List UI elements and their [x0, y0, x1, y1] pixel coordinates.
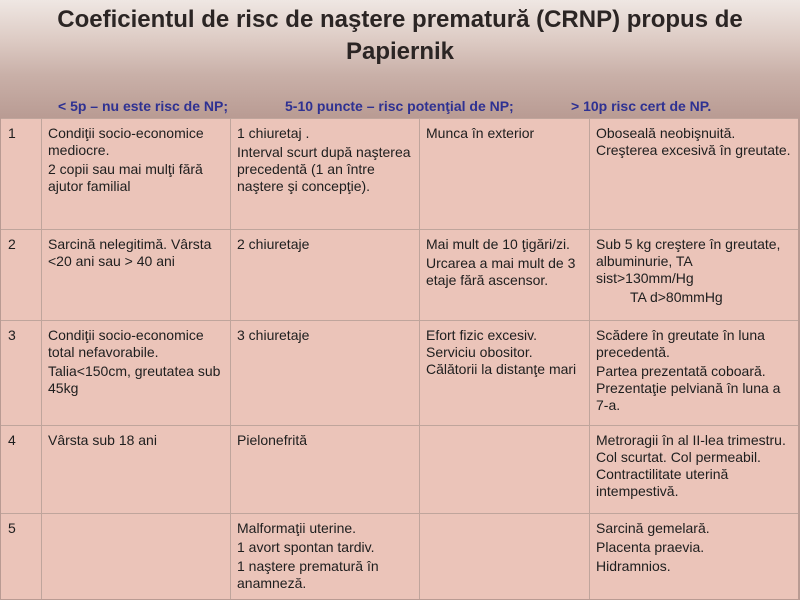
cell-text: Placenta praevia.	[596, 539, 705, 555]
legend-certain-risk: > 10p risc cert de NP.	[571, 98, 712, 114]
cell-text: Mai mult de 10 ţigări/zi.	[426, 236, 570, 252]
cell-text: Sarcină gemelară.	[596, 520, 710, 536]
cell-history	[237, 125, 412, 197]
cell-current-pregnancy	[596, 125, 791, 161]
cell-text: 2 copii sau mai mulţi fără ajutor familial	[48, 161, 203, 194]
cell-text: Condiţii socio-economice mediocre.	[48, 125, 204, 158]
legend-no-risk: < 5p – nu este risc de NP;	[58, 98, 229, 114]
cell-history	[237, 327, 412, 346]
risk-legend	[0, 96, 800, 118]
row-points: 3	[8, 327, 16, 343]
title-line-2: Papiernik	[345, 38, 455, 65]
cell-current-pregnancy	[596, 327, 791, 416]
cell-text: TA d>80mmHg	[630, 289, 723, 305]
cell-socioeconomic	[48, 236, 223, 272]
cell-text: Malformaţii uterine.	[237, 520, 357, 536]
cell-current-pregnancy	[596, 520, 791, 577]
table-row	[1, 320, 798, 426]
cell-text: Vârsta sub 18 ani	[48, 432, 157, 448]
cell-history	[237, 432, 412, 451]
cell-text: Munca în exterior	[426, 125, 535, 141]
cell-text: 1 avort spontan tardiv.	[237, 539, 375, 555]
cell-text: 1 chiuretaj .	[237, 125, 310, 141]
cell-lifestyle	[426, 236, 586, 291]
cell-text: Talia<150cm, greutatea sub 45kg	[48, 363, 221, 396]
cell-text: Efort fizic excesiv. Serviciu obositor. Călătorii la distanţe mari	[426, 327, 577, 377]
cell-text: Oboseală neobişnuită. Creşterea excesivă în greutate.	[596, 125, 791, 158]
cell-history	[237, 520, 412, 594]
risk-table	[1, 118, 798, 599]
table-row	[1, 118, 798, 230]
cell-lifestyle	[426, 327, 586, 380]
cell-text: Urcarea a mai mult de 3 etaje fără ascensor.	[426, 255, 576, 288]
cell-text: Metroragii în al II-lea trimestru. Col scurtat. Col permeabil. Contractilitate uterină intempestivă.	[596, 432, 786, 499]
cell-current-pregnancy	[596, 236, 791, 308]
cell-text: Partea prezentată coboară. Prezentaţie pelviană în luna a 7-a.	[596, 363, 781, 413]
row-points: 4	[8, 432, 16, 448]
cell-text: Scădere în greutate în luna precedentă.	[596, 327, 765, 360]
cell-history	[237, 236, 412, 255]
table-row	[1, 425, 798, 514]
cell-text: 3 chiuretaje	[237, 327, 310, 343]
cell-socioeconomic	[48, 432, 223, 451]
cell-text: Interval scurt după naşterea precedentă (1 an între naştere şi concepţie).	[237, 144, 411, 194]
row-points: 5	[8, 520, 16, 536]
cell-text: Pielonefrită	[237, 432, 308, 448]
cell-socioeconomic	[48, 327, 223, 399]
table-row	[1, 513, 798, 600]
cell-text: Sarcină nelegitimă. Vârsta <20 ani sau > 40 ani	[48, 236, 212, 269]
cell-current-pregnancy	[596, 432, 791, 502]
cell-socioeconomic	[48, 125, 223, 197]
table-row	[1, 229, 798, 321]
cell-lifestyle	[426, 125, 586, 144]
row-points: 1	[8, 125, 16, 141]
slide-title	[0, 4, 800, 68]
cell-text: 2 chiuretaje	[237, 236, 310, 252]
row-points: 2	[8, 236, 16, 252]
cell-text: Sub 5 kg creştere în greutate, albuminurie, TA sist>130mm/Hg	[596, 236, 781, 286]
legend-potential-risk: 5-10 puncte – risc potenţial de NP;	[285, 98, 514, 114]
title-line-1: Coeficientul de risc de naştere prematură (CRNP) propus de	[57, 6, 743, 33]
cell-text: 1 naştere prematură în anamneză.	[237, 558, 379, 591]
cell-text: Hidramnios.	[596, 558, 671, 574]
cell-text: Condiţii socio-economice total nefavorabile.	[48, 327, 204, 360]
